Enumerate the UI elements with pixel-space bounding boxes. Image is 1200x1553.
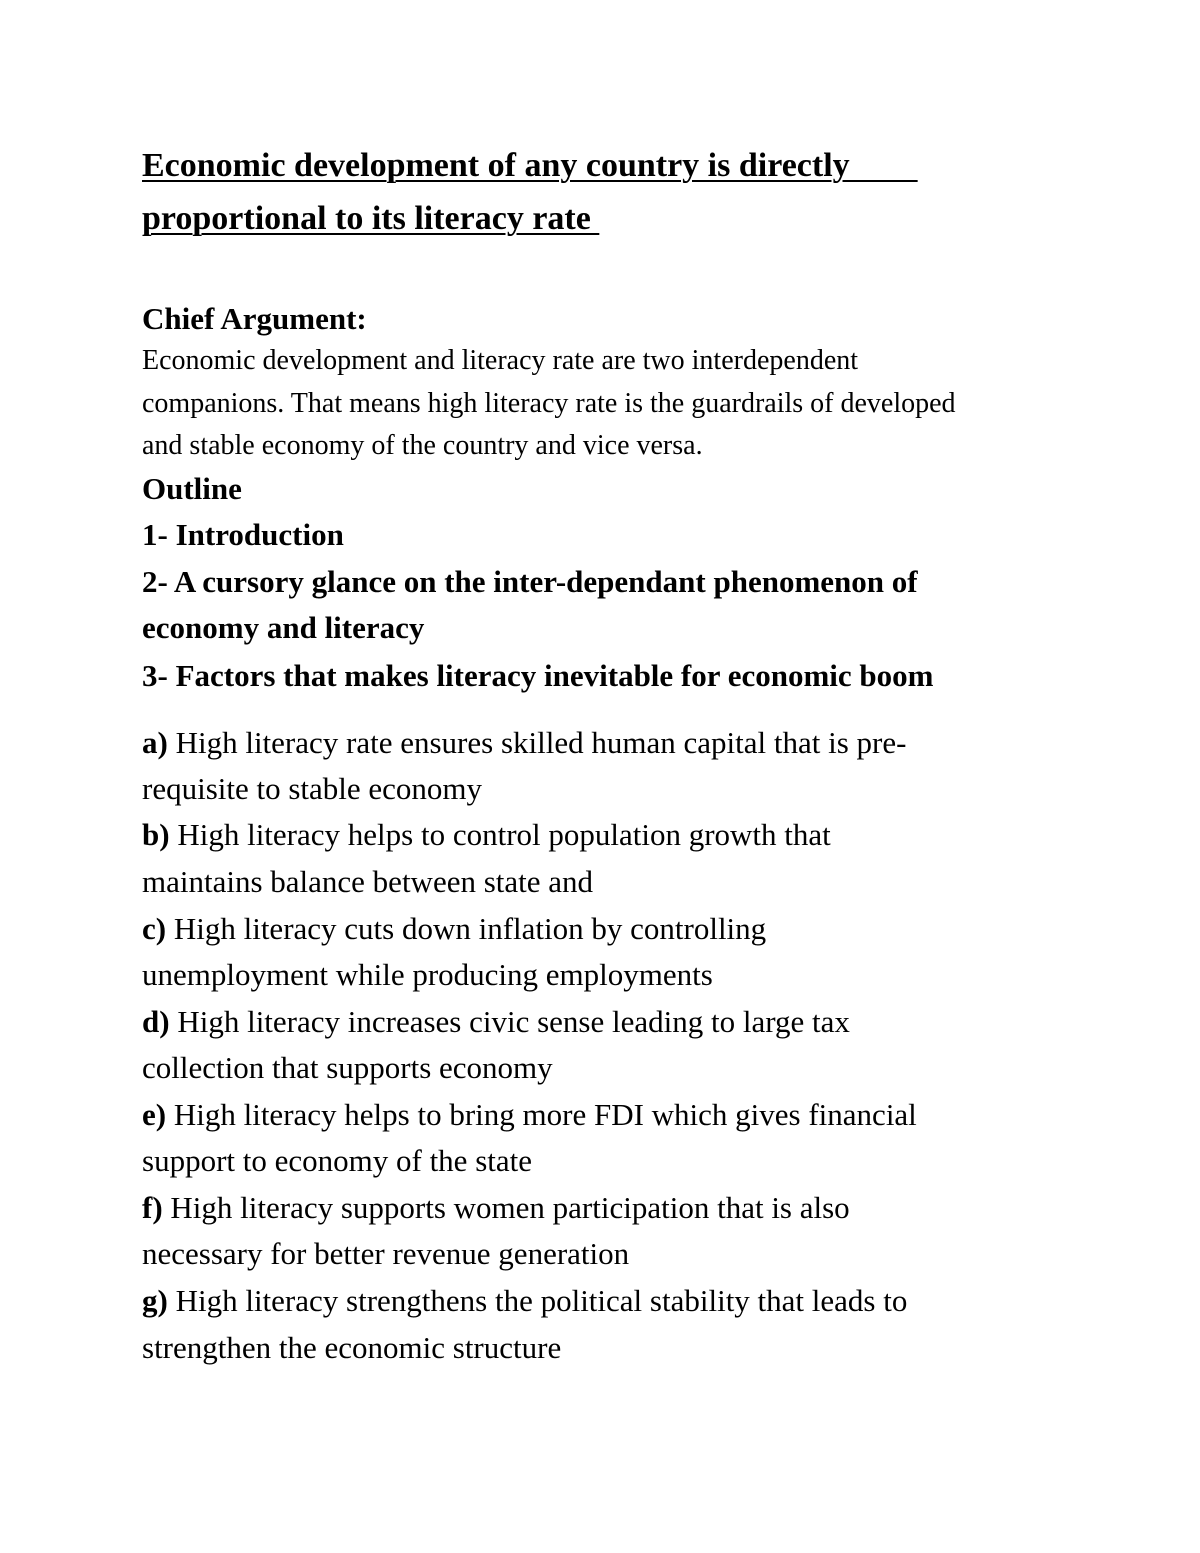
- factor-g-line-1: [142, 1283, 907, 1319]
- factor-e-line-1: [142, 1097, 917, 1133]
- factor-f-line-2: necessary for better revenue generation: [142, 1236, 630, 1271]
- factor-d-text: High literacy increases civic sense leading to large tax: [169, 1004, 850, 1039]
- factor-b-line-2: maintains balance between state and: [142, 864, 594, 899]
- factor-b-text: High literacy helps to control population growth that: [169, 817, 831, 852]
- title-line-1: Economic development of any country is directly: [142, 147, 918, 184]
- outline-item-1: 1- Introduction: [142, 517, 344, 552]
- factor-a-marker: a): [142, 725, 168, 760]
- factor-f-line-1: [142, 1190, 850, 1226]
- factor-a-text: High literacy rate ensures skilled human capital that is pre-: [167, 725, 907, 760]
- factor-e-marker: e): [142, 1097, 167, 1132]
- factor-c-line-1: [142, 911, 766, 947]
- factor-f-marker: f): [142, 1190, 163, 1225]
- outline-heading: Outline: [142, 471, 242, 506]
- factor-d-line-1: [142, 1004, 850, 1040]
- factor-d-marker: d): [142, 1004, 170, 1039]
- factor-d-line-2: collection that supports economy: [142, 1050, 553, 1085]
- factor-g-marker: g): [142, 1283, 168, 1318]
- factor-c-line-2: unemployment while producing employments: [142, 957, 713, 992]
- factor-c-text: High literacy cuts down inflation by controlling: [166, 911, 767, 946]
- factor-b-line-1: [142, 817, 831, 853]
- factor-e-text: High literacy helps to bring more FDI which gives financial: [166, 1097, 917, 1132]
- chief-argument-heading: Chief Argument:: [142, 301, 367, 336]
- chief-argument-line-3: and stable economy of the country and vice versa.: [142, 430, 703, 461]
- chief-argument-line-1: Economic development and literacy rate are two interdependent: [142, 345, 859, 376]
- factor-c-marker: c): [142, 911, 167, 946]
- factor-g-text: High literacy strengthens the political stability that leads to: [167, 1283, 908, 1318]
- factor-a-line-2: requisite to stable economy: [142, 771, 483, 806]
- factor-e-line-2: support to economy of the state: [142, 1143, 532, 1178]
- factor-b-marker: b): [142, 817, 170, 852]
- factor-f-text: High literacy supports women participation that is also: [162, 1190, 850, 1225]
- title-line-2: proportional to its literacy rate: [142, 200, 600, 237]
- chief-argument-line-2: companions. That means high literacy rate is the guardrails of developed: [142, 388, 956, 419]
- outline-item-2: 2- A cursory glance on the inter-dependant phenomenon of: [142, 564, 918, 599]
- outline-item-2-cont: economy and literacy: [142, 610, 425, 645]
- factor-a-line-1: [142, 725, 906, 761]
- outline-item-3: 3- Factors that makes literacy inevitable for economic boom: [142, 658, 934, 693]
- factor-g-line-2: strengthen the economic structure: [142, 1330, 562, 1365]
